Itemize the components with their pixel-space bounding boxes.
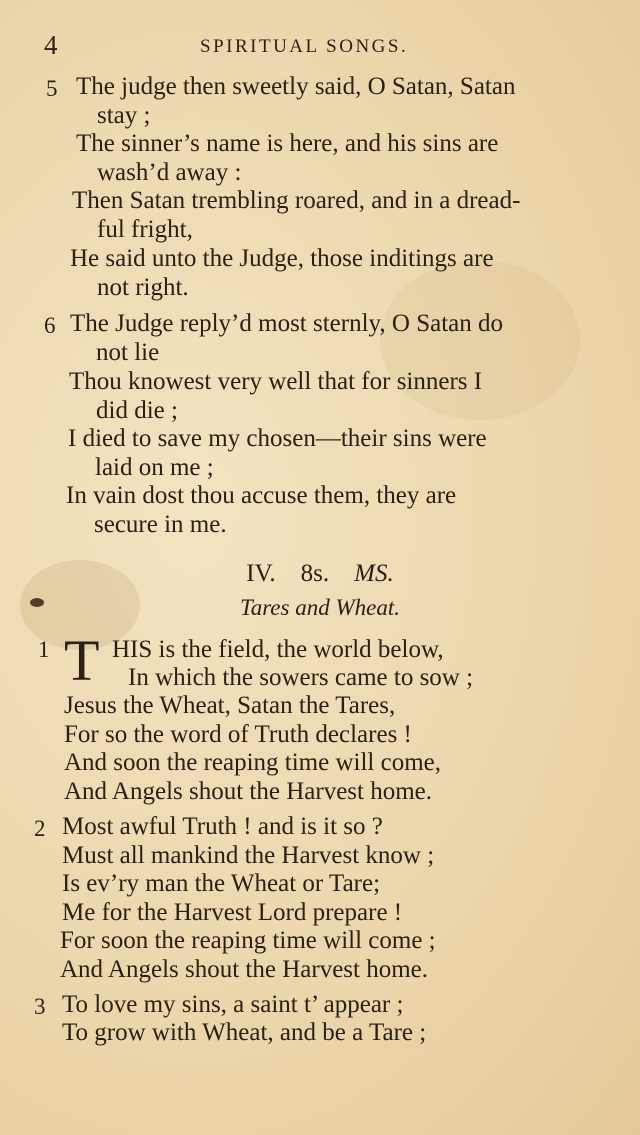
verse-line: ful fright, — [97, 216, 193, 243]
verse-line: did die ; — [96, 397, 178, 424]
hymn-number: IV. — [246, 560, 276, 587]
verse-line: not right. — [97, 274, 189, 301]
verse-line: Thou knowest very well that for sinners I — [69, 368, 483, 395]
hymn-meter: 8s. — [300, 560, 330, 587]
verse-line: Me for the Harvest Lord prepare ! — [62, 899, 403, 926]
stanza-number: 5 — [46, 76, 58, 101]
verse-line: Must all mankind the Harvest know ; — [62, 842, 435, 869]
hymn-heading — [0, 560, 640, 588]
verse-line: For so the word of Truth declares ! — [64, 721, 412, 748]
verse-line: Is ev’ry man the Wheat or Tare; — [62, 870, 381, 897]
verse-line: HIS is the field, the world below, — [112, 636, 444, 663]
verse-line: And Angels shout the Harvest home. — [64, 778, 433, 805]
verse-line: To grow with Wheat, and be a Tare ; — [62, 1019, 427, 1046]
stanza-number: 2 — [34, 816, 46, 841]
verse-line: Most awful Truth ! and is it so ? — [62, 813, 383, 840]
verse-line: secure in me. — [94, 511, 227, 538]
verse-line: The Judge reply’d most sternly, O Satan do — [70, 310, 504, 337]
running-title: SPIRITUAL SONGS. — [200, 36, 409, 57]
verse-line: Jesus the Wheat, Satan the Tares, — [64, 692, 396, 719]
verse-line: laid on me ; — [95, 454, 214, 481]
verse-line: For soon the reaping time will come ; — [60, 927, 436, 954]
verse-line: And soon the reaping time will come, — [64, 749, 442, 776]
verse-line: I died to save my chosen—their sins were — [68, 425, 487, 452]
verse-line: The judge then sweetly said, O Satan, Satan — [76, 73, 516, 100]
hymn-title: Tares and Wheat. — [240, 595, 400, 620]
page-number: 4 — [44, 30, 58, 60]
paper-stain — [380, 260, 580, 420]
drop-cap: T — [64, 628, 100, 693]
verse-line: not lie — [96, 339, 160, 366]
stanza-number: 3 — [34, 994, 46, 1019]
verse-line: stay ; — [97, 102, 151, 129]
verse-line: He said unto the Judge, those inditings are — [70, 245, 494, 272]
verse-line: Then Satan trembling roared, and in a dread- — [72, 187, 521, 214]
verse-line: To love my sins, a saint t’ appear ; — [62, 991, 404, 1018]
hymn-source: MS. — [354, 560, 394, 587]
stanza-number: 1 — [38, 637, 50, 662]
verse-line: In vain dost thou accuse them, they are — [66, 482, 457, 509]
stanza-number: 6 — [44, 313, 56, 338]
verse-line: wash’d away : — [97, 159, 242, 186]
verse-line: The sinner’s name is here, and his sins are — [76, 130, 499, 157]
verse-line: And Angels shout the Harvest home. — [60, 956, 429, 983]
running-head — [44, 30, 604, 62]
verse-line: In which the sowers came to sow ; — [128, 664, 474, 691]
